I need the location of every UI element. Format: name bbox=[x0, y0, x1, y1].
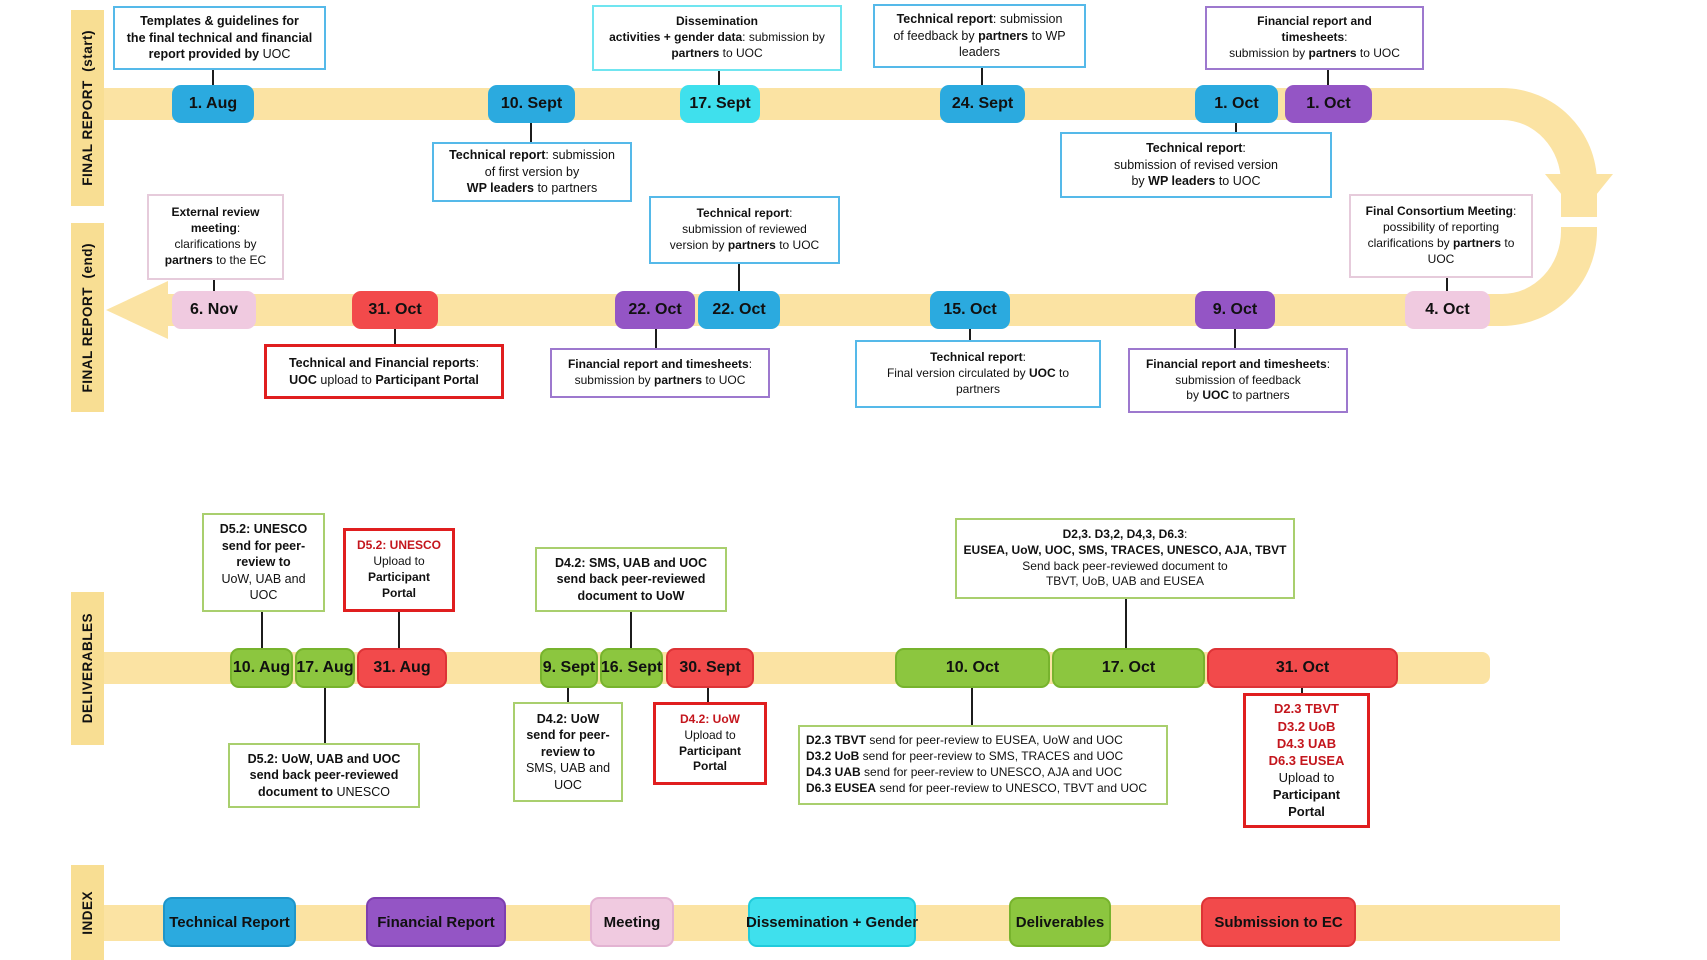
financial-timesheets-submission-box: Financial report and timesheets: submission by partners to UOC bbox=[550, 348, 770, 398]
date-pill: 1. Oct bbox=[1195, 85, 1278, 123]
legend-pill-submission-to-ec: Submission to EC bbox=[1201, 897, 1356, 947]
templates-guidelines-box: Templates & guidelines for the final technical and financial report provided by UOC bbox=[113, 6, 326, 70]
row-label-final-report-end: FINAL REPORT (end) bbox=[80, 242, 95, 393]
financial-timesheets-box: Financial report and timesheets: submission by partners to UOC bbox=[1205, 6, 1424, 70]
connector-line bbox=[394, 329, 396, 344]
connector-line bbox=[324, 688, 326, 743]
legend-pill-financial-report: Financial Report bbox=[366, 897, 506, 947]
legend-pill-deliverables: Deliverables bbox=[1009, 897, 1111, 947]
d52-send-back-box: D5.2: UoW, UAB and UOC send back peer-reviewed document to UNESCO bbox=[228, 743, 420, 808]
legend-pill-dissemination-gender: Dissemination + Gender bbox=[748, 897, 916, 947]
connector-line bbox=[1235, 123, 1237, 132]
down-arrow-icon bbox=[1545, 174, 1613, 216]
date-pill: 22. Oct bbox=[615, 291, 695, 329]
date-pill: 6. Nov bbox=[172, 291, 256, 329]
technical-reviewed-box: Technical report: submission of reviewed version by partners to UOC bbox=[649, 196, 840, 264]
date-pill: 31. Oct bbox=[352, 291, 438, 329]
legend-pill-technical-report: Technical Report bbox=[163, 897, 296, 947]
date-pill: 15. Oct bbox=[930, 291, 1010, 329]
d-group-send-peer-review-box: D2.3 TBVT send for peer-review to EUSEA, UoW and UOC D3.2 UoB send for peer-review to SMS, TRACES and UOC D4.3 UAB send for peer-review to UNESCO, AJA and UOC D6.3 EUSEA send for peer-review to UNESCO, TBVT and UOC bbox=[798, 725, 1168, 805]
date-pill: 24. Sept bbox=[940, 85, 1025, 123]
date-pill: 1. Oct bbox=[1285, 85, 1372, 123]
connector-line bbox=[630, 612, 632, 648]
d-group-upload-portal-box: D2.3 TBVT D3.2 UoB D4.3 UAB D6.3 EUSEA Upload to Participant Portal bbox=[1243, 693, 1370, 828]
d52-send-peer-review-box: D5.2: UNESCO send for peer- review to UoW, UAB and UOC bbox=[202, 513, 325, 612]
d42-upload-portal-box: D4.2: UoW Upload to Participant Portal bbox=[653, 702, 767, 785]
connector-line bbox=[969, 329, 971, 340]
row-bar-final-report-end bbox=[71, 223, 104, 412]
connector-line bbox=[1125, 599, 1127, 648]
technical-revised-box: Technical report: submission of revised version by WP leaders to UOC bbox=[1060, 132, 1332, 198]
financial-feedback-box: Financial report and timesheets: submission of feedback by UOC to partners bbox=[1128, 348, 1348, 413]
date-pill: 31. Aug bbox=[357, 648, 447, 688]
date-pill: 1. Aug bbox=[172, 85, 254, 123]
connector-line bbox=[718, 71, 720, 86]
final-consortium-meeting-box: Final Consortium Meeting: possibility of reporting clarifications by partners to UOC bbox=[1349, 194, 1533, 278]
date-pill: 17. Sept bbox=[680, 85, 760, 123]
connector-line bbox=[1327, 70, 1329, 86]
d52-upload-portal-box: D5.2: UNESCO Upload to Participant Portal bbox=[343, 528, 455, 612]
date-pill: 17. Aug bbox=[295, 648, 355, 688]
date-pill: 16. Sept bbox=[600, 648, 663, 688]
connector-line bbox=[567, 688, 569, 702]
d42-send-back-box: D4.2: SMS, UAB and UOC send back peer-reviewed document to UoW bbox=[535, 547, 727, 612]
row-bar-deliverables bbox=[71, 592, 104, 745]
date-pill: 30. Sept bbox=[666, 648, 754, 688]
row-label-index: INDEX bbox=[80, 890, 95, 935]
row-label-deliverables: DELIVERABLES bbox=[80, 613, 95, 724]
date-pill: 10. Sept bbox=[488, 85, 575, 123]
date-pill: 4. Oct bbox=[1405, 291, 1490, 329]
date-pill: 31. Oct bbox=[1207, 648, 1398, 688]
connector-line bbox=[738, 264, 740, 292]
d42-send-peer-review-box: D4.2: UoW send for peer- review to SMS, UAB and UOC bbox=[513, 702, 623, 802]
connector-line bbox=[707, 688, 709, 702]
row-bar-final-report-start bbox=[71, 10, 104, 206]
connector-line bbox=[530, 123, 532, 142]
connector-line bbox=[1234, 329, 1236, 348]
dissemination-gender-box: Dissemination activities + gender data: submission by partners to UOC bbox=[592, 5, 842, 71]
date-pill: 10. Aug bbox=[230, 648, 293, 688]
upload-participant-portal-box: Technical and Financial reports: UOC upload to Participant Portal bbox=[264, 344, 504, 399]
date-pill: 9. Sept bbox=[540, 648, 598, 688]
left-arrow-icon bbox=[106, 281, 168, 339]
legend-pill-meeting: Meeting bbox=[590, 897, 674, 947]
technical-first-version-box: Technical report: submission of first version by WP leaders to partners bbox=[432, 142, 632, 202]
connector-line bbox=[261, 612, 263, 648]
connector-line bbox=[971, 688, 973, 725]
date-pill: 22. Oct bbox=[698, 291, 780, 329]
connector-line bbox=[1446, 278, 1448, 292]
external-review-box: External review meeting: clarifications by partners to the EC bbox=[147, 194, 284, 280]
date-pill: 10. Oct bbox=[895, 648, 1050, 688]
connector-line bbox=[655, 329, 657, 348]
technical-final-version-box: Technical report: Final version circulated by UOC to partners bbox=[855, 340, 1101, 408]
date-pill: 9. Oct bbox=[1195, 291, 1275, 329]
row-label-final-report-start: FINAL REPORT (start) bbox=[80, 30, 95, 186]
date-pill: 17. Oct bbox=[1052, 648, 1205, 688]
row-bar-index bbox=[71, 865, 104, 960]
uturn-arrow-gap bbox=[1557, 217, 1601, 227]
technical-feedback-box: Technical report: submission of feedback by partners to WP leaders bbox=[873, 4, 1086, 68]
connector-line bbox=[212, 70, 214, 86]
connector-line bbox=[981, 68, 983, 86]
d-group-send-back-box: D2,3. D3,2, D4,3, D6.3: EUSEA, UoW, UOC, SMS, TRACES, UNESCO, AJA, TBVT Send back peer-reviewed document to TBVT, UoB, UAB and EUSEA bbox=[955, 518, 1295, 599]
connector-line bbox=[398, 612, 400, 648]
